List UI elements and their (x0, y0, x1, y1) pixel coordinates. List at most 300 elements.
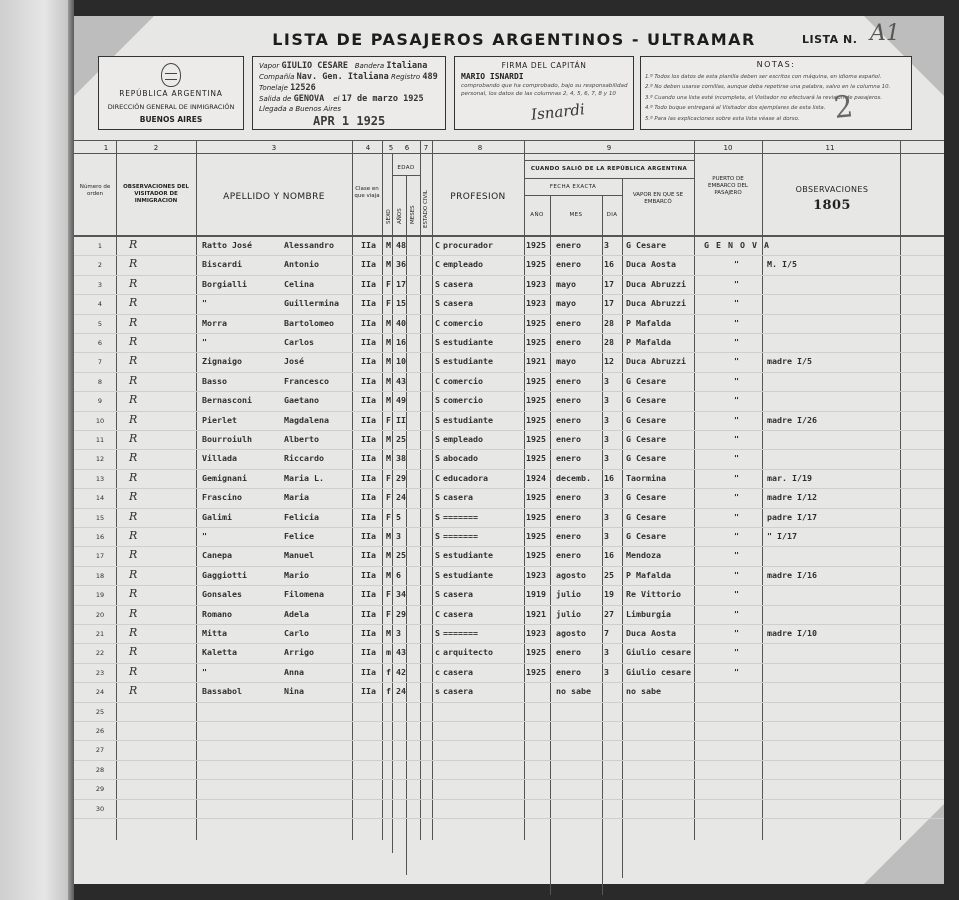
cell-observations: " I/17 (767, 531, 797, 541)
cell-month: enero (556, 240, 581, 250)
cell-given-name: Alberto (284, 434, 319, 444)
row-number: 27 (95, 746, 105, 755)
cell-class: IIa (361, 375, 376, 386)
cell-class: IIa (361, 317, 376, 328)
cell-year: 1925 (526, 531, 546, 541)
cell-given-name: Alessandro (284, 240, 334, 250)
cell-class: IIa (361, 298, 376, 309)
cell-given-name: Mario (284, 569, 309, 580)
cell-surname: Kaletta (202, 647, 237, 658)
cell-verification-mark: R (129, 432, 138, 445)
row-number: 7 (97, 358, 103, 367)
cell-class: IIa (361, 628, 376, 638)
cell-given-name: José (284, 356, 304, 367)
cell-sex: M (386, 356, 391, 367)
cell-given-name: Carlos (284, 337, 314, 347)
cell-ship: P Mafalda (626, 317, 671, 328)
row-number: 18 (95, 571, 105, 580)
table-row (74, 546, 944, 565)
table-row (74, 624, 944, 643)
cell-verification-mark: R (129, 335, 138, 348)
cell-port: " (734, 589, 739, 600)
cell-age-years: 15 (396, 298, 406, 309)
cell-year: 1925 (526, 259, 546, 270)
cell-profession: estudiante (443, 550, 493, 561)
cell-given-name: Nina (284, 686, 304, 697)
cell-ship: Re Vittorio (626, 589, 681, 600)
vapor-label: Vapor (259, 62, 280, 70)
compania-value: Nav. Gen. Italiana (296, 72, 389, 82)
row-number: 14 (95, 494, 105, 503)
cell-port: " (734, 453, 739, 464)
cell-verification-mark: R (129, 412, 138, 426)
cell-profession: estudiante (443, 356, 493, 367)
cell-ship: G Cesare (626, 414, 666, 425)
cell-verification-mark: R (129, 296, 138, 310)
header-obs-number: 1805 (813, 198, 851, 213)
col-number-9: 9 (606, 144, 612, 152)
table-row (74, 760, 944, 779)
captain-heading: FIRMA DEL CAPITÁN (501, 61, 587, 70)
cell-day: 3 (604, 434, 609, 444)
cell-civil-status: S (435, 531, 440, 541)
table-row (74, 643, 944, 662)
cell-age-years: 17 (396, 278, 406, 289)
cell-surname: Villada (202, 453, 237, 464)
cell-sex: F (386, 589, 391, 600)
cell-verification-mark: R (129, 509, 138, 523)
table-row (74, 663, 944, 682)
table-row (74, 314, 944, 333)
cell-observations: madre I/5 (767, 356, 812, 367)
cell-surname: Frascino (202, 492, 242, 503)
cell-civil-status: s (435, 686, 440, 697)
cell-month: enero (556, 647, 581, 658)
cell-verification-mark: R (129, 490, 138, 504)
cell-day: 19 (604, 589, 614, 600)
llegada-label: Llegada a Buenos Aires (259, 105, 342, 113)
cell-age-years: 24 (396, 686, 406, 697)
cell-verification-mark: R (129, 257, 138, 271)
cell-class: IIa (361, 434, 376, 444)
cell-month: decemb. (556, 472, 591, 483)
row-number: 24 (95, 688, 105, 697)
cell-age-years: 49 (396, 395, 406, 406)
cell-class: IIa (361, 472, 376, 483)
cell-year: 1925 (526, 550, 546, 561)
col-number-10: 10 (723, 144, 733, 152)
cell-month: mayo (556, 298, 576, 309)
cell-given-name: Magdalena (284, 414, 329, 425)
cell-civil-status: S (435, 395, 440, 406)
cell-sex: M (386, 531, 391, 541)
header-fecha-exacta: FECHA EXACTA (549, 184, 597, 190)
cell-verification-mark: R (129, 548, 138, 562)
cell-year: 1925 (526, 395, 546, 406)
cell-sex: M (386, 569, 391, 580)
lista-number-handwritten: A1 (870, 21, 900, 46)
row-number: 5 (97, 319, 103, 328)
cell-year: 1921 (526, 608, 546, 619)
cell-sex: F (386, 414, 391, 425)
cell-sex: M (386, 317, 391, 328)
table-row (74, 469, 944, 488)
cell-ship: Mendoza (626, 550, 661, 561)
cell-verification-mark: R (129, 470, 138, 484)
cell-port: " (734, 337, 739, 347)
passenger-table (74, 140, 944, 884)
cell-surname: " (202, 666, 207, 677)
cell-ship: P Mafalda (626, 337, 671, 347)
tonelaje-label: Tonelaje (259, 84, 288, 92)
cell-verification-mark: R (129, 587, 138, 601)
cell-verification-mark: R (129, 606, 138, 620)
row-number: 9 (97, 397, 103, 406)
cell-month: enero (556, 666, 581, 677)
republic-header-box (98, 56, 244, 130)
cell-given-name: Guillermina (284, 298, 339, 309)
cell-port: " (734, 414, 739, 425)
cell-port: " (734, 550, 739, 561)
lista-number-label: LISTA N. (802, 33, 858, 46)
cell-year: 1925 (526, 666, 546, 677)
cell-day: 25 (604, 569, 614, 580)
cell-surname: Borgialli (202, 278, 247, 289)
table-row (74, 779, 944, 798)
cell-month: enero (556, 414, 581, 425)
cell-civil-status: S (435, 414, 440, 425)
cell-profession: empleado (443, 259, 483, 270)
cell-civil-status: S (435, 278, 440, 289)
header-edad: EDAD (397, 165, 415, 171)
cell-given-name: Bartolomeo (284, 317, 334, 328)
cell-civil-status: S (435, 569, 440, 580)
cell-given-name: Riccardo (284, 453, 324, 464)
cell-surname: Gonsales (202, 589, 242, 600)
cell-ship: Duca Aosta (626, 628, 676, 638)
cell-civil-status: S (435, 356, 440, 367)
cell-month: enero (556, 337, 581, 347)
header-anos: AÑOS (397, 208, 403, 224)
cell-ship: Duca Abruzzi (626, 278, 686, 289)
header-salio: CUANDO SALIÓ DE LA REPÚBLICA ARGENTINA (530, 166, 688, 172)
row-number: 22 (95, 649, 105, 658)
table-row (74, 740, 944, 759)
cell-ship: Duca Abruzzi (626, 298, 686, 309)
header-vapor-embarco: VAPOR EN QUE SE EMBARCÓ (632, 192, 684, 205)
bandera-label: Bandera (354, 62, 385, 70)
cell-year: 1925 (526, 414, 546, 425)
cell-sex: M (386, 337, 391, 347)
cell-port: " (734, 511, 739, 522)
cell-given-name: Arrigo (284, 647, 314, 658)
document-page (74, 16, 944, 884)
cell-surname: " (202, 337, 207, 347)
cell-age-years: 3 (396, 628, 401, 638)
cell-sex: f (386, 686, 391, 697)
row-number: 10 (95, 416, 105, 425)
cell-year: 1925 (526, 453, 546, 464)
cell-verification-mark: R (129, 315, 138, 329)
cell-day: 3 (604, 492, 609, 503)
cell-profession: ======= (443, 511, 478, 522)
cell-given-name: Celina (284, 278, 314, 289)
cell-class: IIa (361, 569, 376, 580)
cell-sex: m (386, 647, 391, 658)
cell-observations: mar. I/19 (767, 472, 812, 483)
cell-port: " (734, 259, 739, 270)
cell-port: " (734, 395, 739, 406)
row-number: 11 (95, 436, 105, 444)
note-item: 3.º Cuando una lista esté incompleta, el Visitador no efectuará la revisión de pasajeros. (645, 94, 882, 101)
cell-ship: Limburgia (626, 608, 671, 619)
cell-civil-status: C (435, 240, 440, 250)
cell-ship: Duca Abruzzi (626, 356, 686, 367)
cell-month: enero (556, 375, 581, 386)
sheet-number: 2 (832, 89, 855, 126)
cell-age-years: II (396, 414, 406, 425)
row-number: 15 (95, 513, 105, 522)
cell-age-years: 6 (396, 569, 401, 580)
cell-profession: estudiante (443, 414, 493, 425)
header-apellido: APELLIDO Y NOMBRE (223, 192, 325, 202)
vapor-value: GIULIO CESARE (281, 61, 348, 71)
cell-ship: G Cesare (626, 531, 666, 541)
cell-class: IIa (361, 666, 376, 677)
cell-year: 1925 (526, 492, 546, 503)
left-page-binding (0, 0, 74, 900)
cell-month: enero (556, 434, 581, 444)
table-row (74, 682, 944, 701)
header-puerto: PUERTO DE EMBARCO DEL PASAJERO (708, 176, 748, 196)
salida-date: 17 de marzo 1925 (341, 94, 424, 104)
cell-age-years: 29 (396, 472, 406, 483)
cell-age-years: 43 (396, 375, 406, 386)
col-number-6: 6 (404, 144, 410, 152)
cell-civil-status: S (435, 337, 440, 347)
cell-civil-status: C (435, 375, 440, 386)
cell-port: " (734, 472, 739, 483)
cell-ship: Giulio cesare (626, 666, 691, 677)
cell-profession: comercio (443, 395, 483, 406)
cell-port: " (734, 356, 739, 367)
cell-ship: G Cesare (626, 492, 666, 503)
cell-surname: Bassabol (202, 686, 242, 697)
cell-sex: M (386, 434, 391, 444)
cell-sex: M (386, 240, 391, 250)
cell-year: 1923 (526, 569, 546, 580)
bandera-value: Italiana (386, 61, 428, 71)
cell-civil-status: C (435, 317, 440, 328)
cell-port: " (734, 647, 739, 658)
cell-profession: procurador (443, 240, 493, 250)
cell-year: 1925 (526, 434, 546, 444)
cell-ship: G Cesare (626, 453, 666, 464)
captain-note: comprobando que ha comprobado, bajo su responsabilidad personal, los datos de las columnas 2, 4, 5, 6, 7, 8 y 10 (461, 83, 628, 97)
cell-class: IIa (361, 414, 376, 425)
cell-day: 3 (604, 414, 609, 425)
col-number-5: 5 (388, 144, 394, 152)
cell-age-years: 25 (396, 550, 406, 561)
cell-year: 1925 (526, 647, 546, 658)
cell-civil-status: C (435, 472, 440, 483)
cell-class: IIa (361, 531, 376, 541)
cell-age-years: 48 (396, 240, 406, 250)
cell-ship: G Cesare (626, 375, 666, 386)
header-observaciones: OBSERVACIONES (795, 185, 869, 194)
cell-class: IIa (361, 647, 376, 658)
cell-verification-mark: R (129, 664, 138, 678)
header-dia: DIA (606, 212, 618, 218)
note-item: 5.º Para las explicaciones sobre esta lista véase al dorso. (645, 115, 800, 122)
table-row (74, 333, 944, 352)
cell-verification-mark: R (129, 373, 138, 387)
cell-day: 7 (604, 628, 609, 638)
cell-verification-mark: R (129, 354, 138, 368)
cell-year: 1921 (526, 356, 546, 367)
cell-port: " (734, 531, 739, 541)
table-row (74, 294, 944, 313)
cell-surname: Romano (202, 608, 232, 619)
header-profesion: PROFESION (450, 192, 506, 202)
cell-observations: madre I/10 (767, 628, 817, 638)
cell-age-years: 34 (396, 589, 406, 600)
cell-class: IIa (361, 511, 376, 522)
cell-month: no sabe (556, 686, 591, 697)
row-number: 19 (95, 591, 105, 600)
col-number-7: 7 (423, 144, 429, 152)
cell-day: 3 (604, 240, 609, 250)
cell-verification-mark: R (129, 393, 138, 407)
cell-profession: casera (443, 589, 473, 600)
row-number: 2 (97, 261, 103, 270)
cell-class: IIa (361, 278, 376, 289)
cell-day: 17 (604, 278, 614, 289)
cell-given-name: Maria (284, 492, 309, 503)
cell-port: " (734, 278, 739, 289)
table-row (74, 527, 944, 546)
coat-of-arms-icon (161, 63, 181, 87)
table-row (74, 605, 944, 624)
cell-given-name: Antonio (284, 259, 319, 270)
cell-ship: G Cesare (626, 434, 666, 444)
cell-surname: Canepa (202, 550, 232, 561)
cell-day: 3 (604, 395, 609, 406)
cell-ship: no sabe (626, 686, 661, 697)
cell-given-name: Felicia (284, 511, 319, 522)
cell-class: IIa (361, 337, 376, 347)
cell-verification-mark: R (129, 451, 138, 465)
cell-surname: Mitta (202, 628, 227, 638)
cell-class: IIa (361, 453, 376, 464)
row-number: 25 (95, 707, 105, 716)
cell-port: " (734, 666, 739, 677)
cell-sex: F (386, 298, 391, 309)
cell-class: IIa (361, 259, 376, 270)
cell-profession: casera (443, 686, 473, 697)
row-number: 8 (97, 377, 103, 386)
cell-civil-status: S (435, 511, 440, 522)
cell-month: agosto (556, 628, 586, 638)
republic-name: REPÚBLICA ARGENTINA (119, 89, 223, 98)
row-number: 16 (95, 533, 105, 541)
cell-month: enero (556, 395, 581, 406)
salida-port: GENOVA (293, 94, 325, 104)
col-number-2: 2 (153, 144, 159, 152)
cell-ship: G Cesare (626, 511, 666, 522)
row-number: 3 (97, 280, 103, 289)
cell-age-years: 10 (396, 356, 406, 367)
row-number: 26 (95, 727, 105, 735)
cell-port: G E N O V A (704, 240, 770, 250)
table-row (74, 372, 944, 391)
cell-civil-status: c (435, 666, 440, 677)
cell-class: IIa (361, 589, 376, 600)
cell-surname: Bernasconi (202, 395, 252, 406)
cell-sex: f (386, 666, 391, 677)
cell-civil-status: S (435, 298, 440, 309)
captain-signature: Isnardi (530, 100, 586, 124)
cell-surname: Basso (202, 375, 227, 386)
cell-surname: Pierlet (202, 414, 237, 425)
cell-year: 1925 (526, 511, 546, 522)
row-number: 13 (95, 474, 105, 483)
cell-port: " (734, 434, 739, 444)
cell-verification-mark: R (129, 645, 138, 659)
cell-port: " (734, 492, 739, 503)
cell-month: enero (556, 550, 581, 561)
cell-observations: madre I/16 (767, 569, 817, 580)
cell-profession: estudiante (443, 337, 493, 347)
table-row (74, 488, 944, 507)
cell-month: enero (556, 511, 581, 522)
cell-profession: abocado (443, 453, 478, 464)
cell-day: 3 (604, 375, 609, 386)
note-item: 1.º Todos los datos de esta planilla deben ser escritos con máquina, en idioma español. (645, 74, 882, 80)
notes-box (640, 56, 912, 130)
cell-civil-status: S (435, 589, 440, 600)
cell-year: 1925 (526, 317, 546, 328)
cell-profession: ======= (443, 531, 478, 541)
cell-verification-mark: R (129, 238, 138, 251)
cell-sex: F (386, 472, 391, 483)
cell-month: julio (556, 589, 581, 600)
salida-date-label: el (333, 95, 340, 103)
cell-month: enero (556, 492, 581, 503)
cell-day: 28 (604, 317, 614, 328)
cell-port: " (734, 628, 739, 638)
cell-year: 1919 (526, 589, 546, 600)
cell-verification-mark: R (129, 684, 138, 698)
voyage-info-box (252, 56, 446, 130)
header-clase: Clase en que viaja (354, 186, 380, 199)
cell-day: 16 (604, 550, 614, 561)
cell-month: enero (556, 317, 581, 328)
cell-given-name: Adela (284, 608, 309, 619)
cell-ship: P Mafalda (626, 569, 671, 580)
cell-age-years: 5 (396, 511, 401, 522)
header-meses: MESES (410, 205, 416, 224)
row-number: 12 (95, 455, 105, 464)
cell-age-years: 43 (396, 647, 406, 658)
cell-day: 3 (604, 647, 609, 658)
cell-ship: Duca Aosta (626, 259, 676, 270)
cell-given-name: Manuel (284, 550, 314, 561)
cell-profession: arquitecto (443, 647, 493, 658)
header-estado-civil: ESTADO CIVIL (423, 190, 429, 228)
cell-month: enero (556, 453, 581, 464)
cell-month: enero (556, 259, 581, 270)
